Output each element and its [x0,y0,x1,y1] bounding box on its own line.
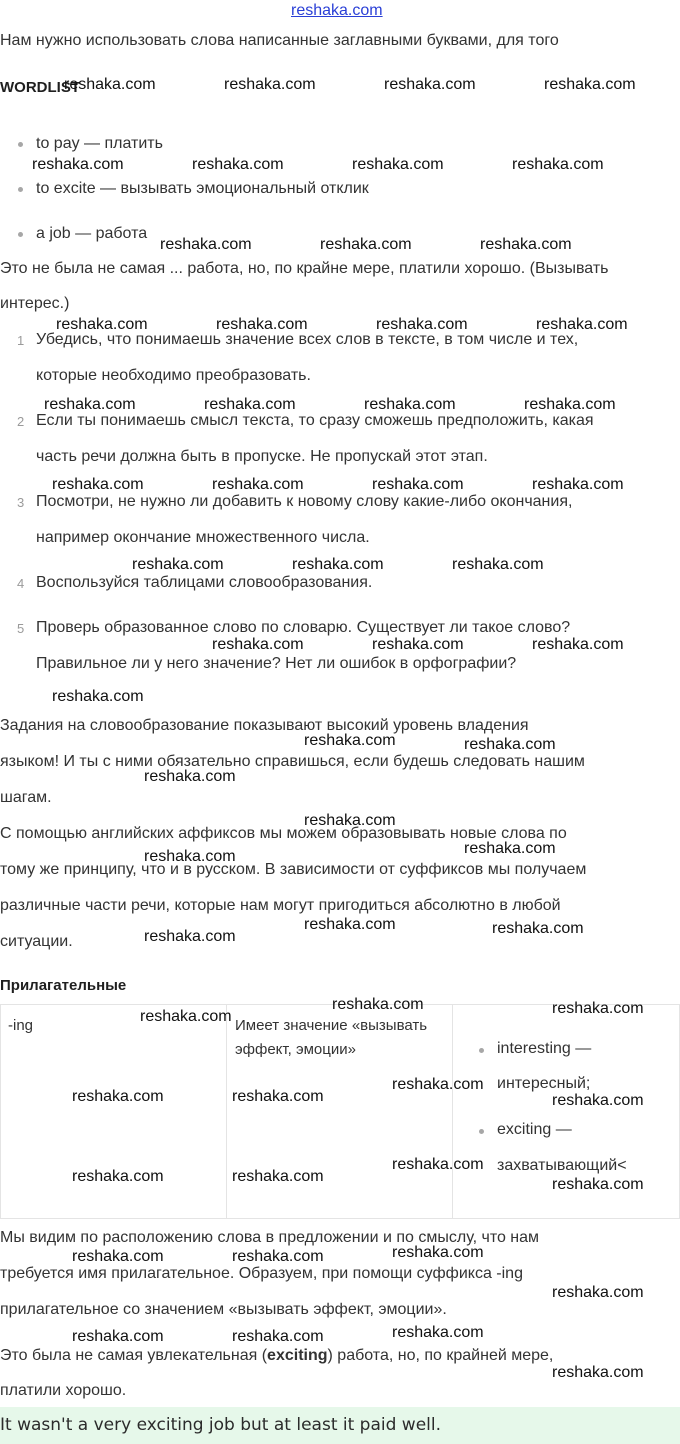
watermark: reshaka.com [464,840,556,857]
watermark: reshaka.com [320,236,412,253]
table-border [226,1004,227,1218]
paragraph-line: ситуации. [0,933,73,950]
paragraph-line: шагам. [0,789,52,806]
watermark: reshaka.com [552,1176,644,1193]
watermark: reshaka.com [72,1168,164,1185]
step-text: Посмотри, не нужно ли добавить к новому слову какие-либо окончания, [36,493,573,510]
watermark: reshaka.com [304,812,396,829]
watermark: reshaka.com [552,1364,644,1381]
wordlist-item: to excite — вызывать эмоциональный отклик [36,180,369,197]
step-text: которые необходимо преобразовать. [36,367,311,384]
watermark: reshaka.com [212,476,304,493]
example-word: interesting — [497,1040,592,1057]
watermark: reshaka.com [56,316,148,333]
wordlist-item: a job — работа [36,225,148,242]
step-text: Убедись, что понимаешь значение всех слов в тексте, в том числе и тех, [36,331,579,348]
step-number: 2 [17,414,25,429]
wordlist-heading: WORDLIST [0,79,80,96]
watermark: reshaka.com [364,396,456,413]
step-number: 5 [17,621,25,636]
watermark: reshaka.com [332,996,424,1013]
watermark: reshaka.com [352,156,444,173]
step-text: например окончание множественного числа. [36,529,370,546]
bullet-icon [18,232,23,237]
final-sentence [0,1346,553,1366]
adjectives-heading: Прилагательные [0,977,127,994]
watermark: reshaka.com [464,736,556,753]
watermark: reshaka.com [492,920,584,937]
paragraph-line: С помощью английских аффиксов мы можем образовывать новые слова по [0,825,567,842]
watermark: reshaka.com [544,76,636,93]
paragraph-line: Мы видим по расположению слова в предложении и по смыслу, что нам [0,1229,540,1246]
watermark: reshaka.com [160,236,252,253]
meaning-cell: эффект, эмоции» [235,1041,356,1058]
watermark: reshaka.com [52,688,144,705]
paragraph-line: различные части речи, которые нам могут пригодиться абсолютно в любой [0,897,561,914]
answer-box [0,1407,680,1444]
watermark: reshaka.com [392,1156,484,1173]
watermark: reshaka.com [140,1008,232,1025]
table-border [0,1218,680,1219]
watermark: reshaka.com [232,1168,324,1185]
watermark: reshaka.com [232,1248,324,1265]
example-translation: захватывающий< [497,1157,627,1174]
watermark: reshaka.com [524,396,616,413]
final-sentence-before: Это была не самая увлекательная ( [0,1347,268,1364]
paragraph-line: требуется имя прилагательное. Образуем, при помощи суффикса -ing [0,1265,523,1282]
watermark: reshaka.com [32,156,124,173]
watermark: reshaka.com [64,76,156,93]
watermark: reshaka.com [392,1244,484,1261]
step-text: Правильное ли у него значение? Нет ли ошибок в орфографии? [36,655,517,672]
watermark: reshaka.com [232,1328,324,1345]
table-border [0,1004,1,1218]
task-sentence-line: интерес.) [0,295,70,312]
final-sentence-line2: платили хорошо. [0,1382,127,1399]
watermark: reshaka.com [552,1092,644,1109]
watermark: reshaka.com [536,316,628,333]
watermark: reshaka.com [552,1284,644,1301]
example-translation: интересный; [497,1075,591,1092]
task-sentence-line: Это не была не самая ... работа, но, по крайне мере, платили хорошо. (Вызывать [0,260,609,277]
site-link[interactable]: reshaka.com [291,2,383,19]
watermark: reshaka.com [212,636,304,653]
watermark: reshaka.com [372,636,464,653]
watermark: reshaka.com [192,156,284,173]
watermark: reshaka.com [232,1088,324,1105]
wordlist-item: to pay — платить [36,135,163,152]
step-number: 1 [17,333,25,348]
step-text: Проверь образованное слово по словарю. Существует ли такое слово? [36,619,571,636]
table-border [452,1004,453,1218]
step-text: Если ты понимаешь смысл текста, то сразу сможешь предположить, какая [36,412,594,429]
step-text: Воспользуйся таблицами словообразования. [36,574,373,591]
watermark: reshaka.com [532,476,624,493]
watermark: reshaka.com [44,396,136,413]
watermark: reshaka.com [72,1088,164,1105]
watermark: reshaka.com [52,476,144,493]
paragraph-line: прилагательное со значением «вызывать эффект, эмоции». [0,1301,447,1318]
watermark: reshaka.com [72,1328,164,1345]
watermark: reshaka.com [480,236,572,253]
watermark: reshaka.com [392,1324,484,1341]
watermark: reshaka.com [224,76,316,93]
watermark: reshaka.com [384,76,476,93]
watermark: reshaka.com [512,156,604,173]
step-number: 4 [17,576,25,591]
watermark: reshaka.com [304,732,396,749]
watermark: reshaka.com [552,1000,644,1017]
step-text: часть речи должна быть в пропуске. Не пропускай этот этап. [36,448,488,465]
watermark: reshaka.com [392,1076,484,1093]
bullet-icon [18,142,23,147]
watermark: reshaka.com [204,396,296,413]
bullet-icon [479,1048,484,1053]
meaning-cell: Имеет значение «вызывать [235,1017,428,1034]
watermark: reshaka.com [292,556,384,573]
step-number: 3 [17,495,25,510]
watermark: reshaka.com [144,928,236,945]
paragraph-line: языком! И ты с ними обязательно справишься, если будешь следовать нашим [0,753,585,770]
bullet-icon [18,187,23,192]
paragraph-line: тому же принципу, что и в русском. В зависимости от суффиксов мы получаем [0,861,587,878]
watermark: reshaka.com [72,1248,164,1265]
answer-text: It wasn't a very exciting job but at least it paid well. [0,1415,442,1435]
watermark: reshaka.com [304,916,396,933]
watermark: reshaka.com [132,556,224,573]
paragraph-line: Задания на словообразование показывают высокий уровень владения [0,717,529,734]
intro-line: Нам нужно использовать слова написанные заглавными буквами, для того [0,32,559,49]
watermark: reshaka.com [452,556,544,573]
watermark: reshaka.com [216,316,308,333]
watermark: reshaka.com [372,476,464,493]
watermark: reshaka.com [144,768,236,785]
suffix-cell: -ing [8,1017,34,1034]
watermark: reshaka.com [376,316,468,333]
bullet-icon [479,1129,484,1134]
example-word: exciting — [497,1121,572,1138]
final-sentence-after: ) работа, но, по крайней мере, [327,1347,554,1364]
watermark: reshaka.com [144,848,236,865]
final-sentence-answer-word: exciting [267,1347,328,1364]
watermark: reshaka.com [532,636,624,653]
